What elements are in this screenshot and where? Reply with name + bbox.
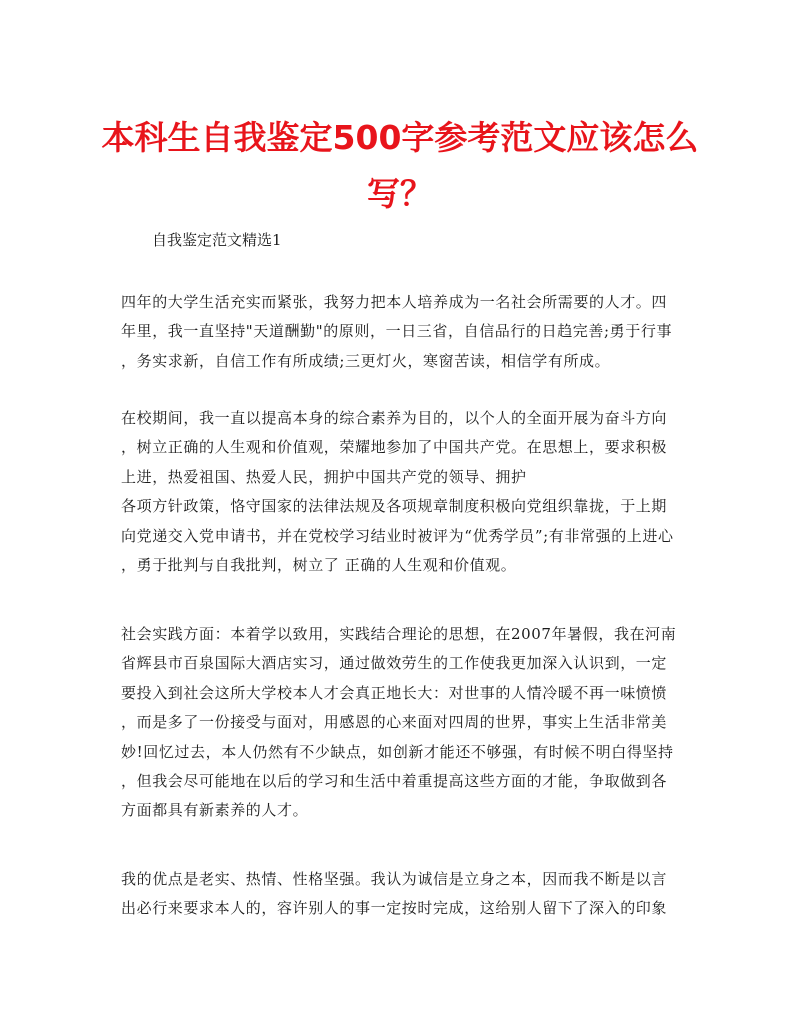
paragraph-4 <box>121 865 691 924</box>
section-subtitle: 自我鉴定范文精选1 <box>152 231 282 249</box>
paragraph-line: 各项方针政策，恪守国家的法律法规及各项规章制度积极向党组织靠拢，于上期 <box>121 497 668 516</box>
paragraph-line: 妙!回忆过去，本人仍然有不少缺点，如创新才能还不够强，有时候不明白得坚持 <box>121 742 674 761</box>
paragraph-line: ，但我会尽可能地在以后的学习和生活中着重提高这些方面的才能，争取做到各 <box>121 771 668 790</box>
paragraph-line: 年里，我一直坚持"天道酬勤"的原则，一日三省，自信品行的日趋完善;勇于行事 <box>121 322 673 341</box>
paragraph-3 <box>121 620 691 826</box>
paragraph-line: ，勇于批判与自我批判，树立了 正确的人生观和价值观。 <box>121 555 517 574</box>
paragraph-line: 上进，热爱祖国、热爱人民，拥护中国共产党的领导、拥护 <box>121 467 527 486</box>
paragraph-line: 方面都具有新素养的人才。 <box>121 801 309 820</box>
paragraph-line: 社会实践方面：本着学以致用，实践结合理论的思想，在2007年暑假，我在河南 <box>121 625 677 643</box>
paragraph-line: ，树立正确的人生观和价值观，荣耀地参加了中国共产党。在思想上，要求积极 <box>121 438 668 457</box>
paragraph-1 <box>121 288 691 376</box>
paragraph-line: ，务实求新，自信工作有所成绩;三更灯火，寒窗苦读，相信学有所成。 <box>121 351 611 370</box>
paragraph-line: 我的优点是老实、热情、性格坚强。我认为诚信是立身之本，因而我不断是以言 <box>121 870 668 888</box>
paragraph-2 <box>121 404 691 580</box>
paragraph-line: 向党递交入党申请书，并在党校学习结业时被评为“优秀学员”;有非常强的上进心 <box>121 526 674 545</box>
paragraph-line: 在校期间，我一直以提高本身的综合素养为目的，以个人的全面开展为奋斗方向 <box>121 409 668 427</box>
paragraph-line: 省辉县市百泉国际大酒店实习，通过做效劳生的工作使我更加深入认识到，一定 <box>121 654 668 673</box>
paragraph-line: 出必行来要求本人的，容许别人的事一定按时完成，这给别人留下了深入的印象 <box>121 899 668 918</box>
document-title-line-1: 本科生自我鉴定500字参考范文应该怎么 <box>101 118 699 157</box>
paragraph-line: 要投入到社会这所大学校本人才会真正地长大：对世事的人情冷暖不再一味愤愤 <box>121 683 668 702</box>
paragraph-line: ，而是多了一份接受与面对，用感恩的心来面对四周的世界，事实上生活非常美 <box>121 713 668 732</box>
document-title-line-2: 写？ <box>367 174 433 213</box>
paragraph-line: 四年的大学生活充实而紧张，我努力把本人培养成为一名社会所需要的人才。四 <box>121 293 668 311</box>
